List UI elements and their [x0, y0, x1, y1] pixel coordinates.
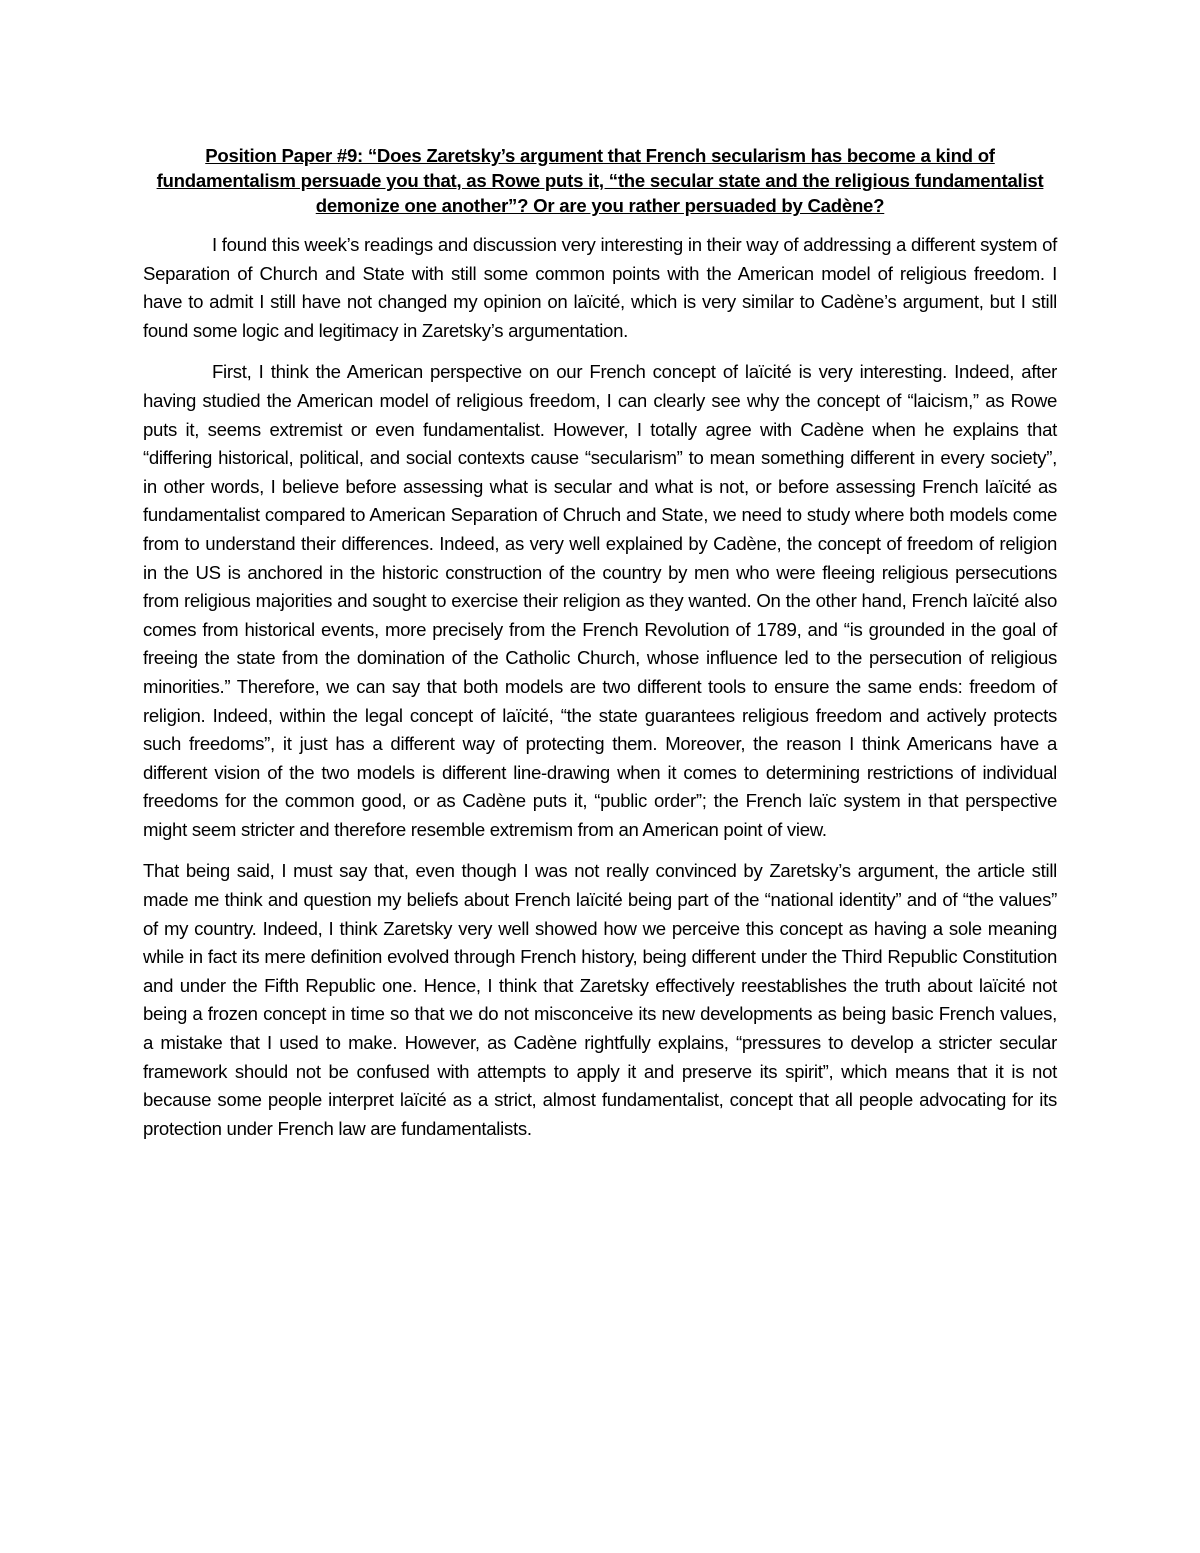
paragraph-american-perspective: First, I think the American perspective on our French concept of laïcité is very interesting. Indeed, after having studied the American model of religious freedom, I can clearly see why the concept of “laicism,” as Rowe puts it, seems extremist or even fundamentalist. However, I totally agree with Cadène when he explains that “differing historical, political, and social contexts cause “secularism” to mean something different in every society”, in other words, I believe before assessing what is secular and what is not, or before assessing French laïcité as fundamentalist compared to American Separation of Chruch and State, we need to study where both models come from to understand their differences. Indeed, as very well explained by Cadène, the concept of freedom of religion in the US is anchored in the historic construction of the country by men who were fleeing religious persecutions from religious majorities and sought to exercise their religion as they wanted. On the other hand, French laïcité also comes from historical events, more precisely from the French Revolution of 1789, and “is grounded in the goal of freeing the state from the domination of the Catholic Church, whose influence led to the persecution of religious minorities.” Therefore, we can say that both models are two different tools to ensure the same ends: freedom of religion. Indeed, within the legal concept of laïcité, “the state guarantees religious freedom and actively protects such freedoms”, it just has a different way of protecting them. Moreover, the reason I think Americans have a different vision of the two models is different line-drawing when it comes to determining restrictions of individual freedoms for the common good, or as Cadène puts it, “public order”; the French laïc system in that perspective might seem stricter and therefore resemble extremism from an American point of view.	[143, 361, 1057, 840]
paragraph-intro: I found this week’s readings and discussion very interesting in their way of addressing a different system of Separation of Church and State with still some common points with the American model of religious freedom. I have to admit I still have not changed my opinion on laïcité, which is very similar to Cadène’s argument, but I still found some logic and legitimacy in Zaretsky’s argumentation.	[143, 234, 1057, 341]
document-title: Position Paper #9: “Does Zaretsky’s argument that French secularism has become a kind of fundamentalism persuade you that, as Rowe puts it, “the secular state and the religious fundamentalist demonize one another”? Or are you rather persuaded by Cadène?	[156, 145, 1044, 216]
document-body	[143, 143, 1057, 1156]
paragraph-conclusion: That being said, I must say that, even though I was not really convinced by Zaretsky’s argument, the article still made me think and question my beliefs about French laïcité being part of the “national identity” and of “the values” of my country. Indeed, I think Zaretsky very well showed how we perceive this concept as having a sole meaning while in fact its mere definition evolved through French history, being different under the Third Republic Constitution and under the Fifth Republic one. Hence, I think that Zaretsky effectively reestablishes the truth about laïcité not being a frozen concept in time so that we do not misconceive its new developments as being basic French values, a mistake that I used to make. However, as Cadène rightfully explains, “pressures to develop a stricter secular framework should not be confused with attempts to apply it and preserve its spirit”, which means that it is not because some people interpret laïcité as a strict, almost fundamentalist, concept that all people advocating for its protection under French law are fundamentalists.	[143, 860, 1057, 1139]
